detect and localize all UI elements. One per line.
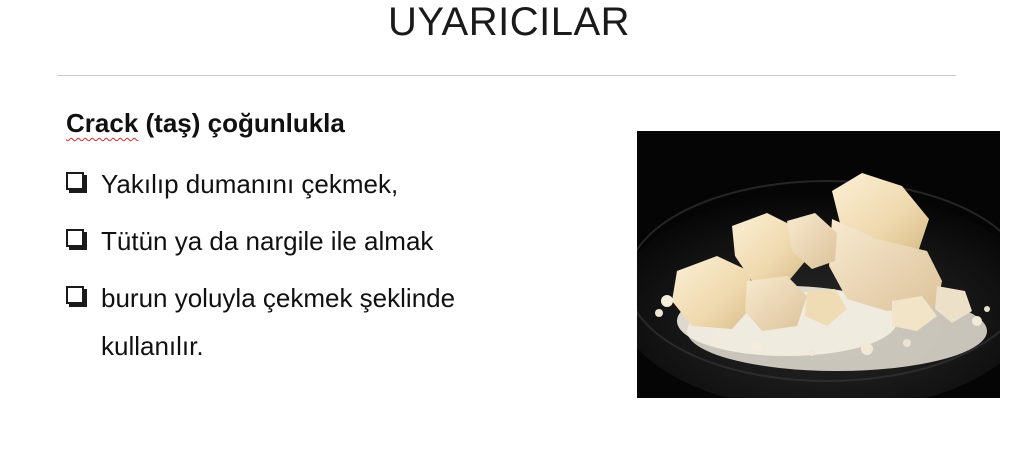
bullet-item: [66, 274, 561, 370]
checkbox-bullet-icon: [66, 286, 84, 304]
crack-cocaine-photo: [637, 131, 1000, 398]
slide-heading: [66, 108, 345, 139]
bullet-item: [66, 217, 561, 265]
bullet-text: Yakılıp dumanını çekmek,: [101, 169, 399, 199]
bullet-text: Tütün ya da nargile ile almak: [101, 226, 434, 256]
heading-rest: (taş) çoğunlukla: [138, 108, 345, 138]
bullet-text: burun yoluyla çekmek şeklinde kullanılır.: [101, 283, 456, 361]
slide-title: UYARICILAR: [387, 0, 631, 44]
photo-illustration: [637, 131, 1000, 398]
bullet-item: [66, 160, 561, 208]
bullet-list: [66, 160, 561, 379]
title-divider: [57, 75, 956, 76]
heading-word-crack: Crack: [66, 108, 139, 138]
checkbox-bullet-icon: [66, 172, 84, 190]
checkbox-bullet-icon: [66, 229, 84, 247]
